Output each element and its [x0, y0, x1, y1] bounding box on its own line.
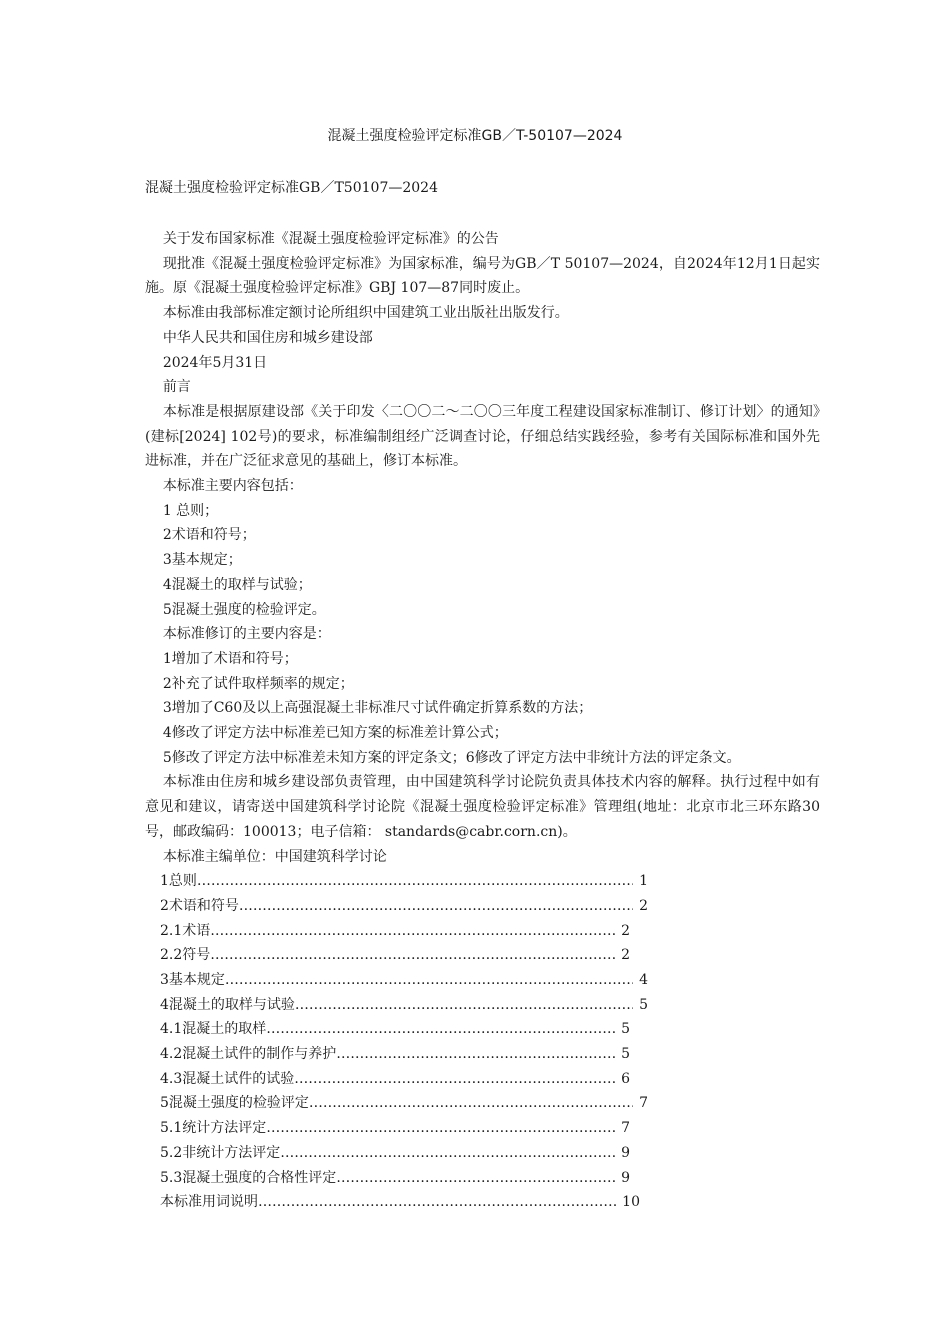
toc-page-number: 10 — [622, 1194, 640, 1211]
issuing-ministry: 中华人民共和国住房和城乡建设部 — [162, 329, 373, 346]
toc-label: 4混凝土的取样与试验 — [160, 996, 295, 1013]
contents-item: 3基本规定； — [162, 552, 242, 569]
announcement-title: 关于发布国家标准《混凝土强度检验评定标准》的公告 — [162, 231, 499, 247]
toc-page-number: 2 — [621, 947, 630, 964]
toc-label: 4.1混凝土的取样 — [160, 1021, 267, 1038]
toc-leader — [336, 1042, 615, 1067]
toc-label: 2术语和符号 — [160, 897, 239, 914]
toc-entry[interactable] — [145, 943, 820, 968]
toc-entry[interactable] — [145, 1067, 820, 1092]
toc-page-number: 2 — [639, 897, 648, 914]
toc-leader — [266, 1017, 615, 1042]
toc-label: 4.2混凝土试件的制作与养护 — [160, 1046, 337, 1063]
toc-page-number: 7 — [621, 1120, 630, 1137]
revision-item: 3增加了C60及以上高强混凝土非标准尺寸试件确定折算系数的方法； — [162, 700, 593, 717]
toc-leader — [225, 968, 633, 993]
toc-label: 2.2符号 — [160, 947, 211, 964]
table-of-contents — [145, 869, 820, 1215]
toc-page-number: 6 — [621, 1070, 630, 1087]
toc-label: 4.3混凝土试件的试验 — [160, 1070, 295, 1087]
toc-label: 5.1统计方法评定 — [160, 1120, 267, 1137]
toc-entry[interactable] — [145, 894, 820, 919]
contents-item: 4混凝土的取样与试验； — [162, 576, 312, 593]
toc-leader — [294, 1067, 615, 1092]
toc-leader — [309, 1091, 633, 1116]
toc-entry[interactable] — [145, 1042, 820, 1067]
revision-item: 1增加了术语和符号； — [162, 650, 298, 667]
toc-entry[interactable] — [145, 968, 820, 993]
issue-date: 2024年5月31日 — [162, 354, 268, 371]
toc-entry[interactable] — [145, 1190, 820, 1215]
revision-intro: 本标准修订的主要内容是： — [162, 626, 331, 643]
toc-leader — [336, 1166, 615, 1191]
toc-leader — [239, 894, 633, 919]
toc-leader — [266, 1116, 615, 1141]
toc-leader — [197, 869, 633, 894]
management-paragraph: 本标准由住房和城乡建设部负责管理，由中国建筑科学讨论院负责具体技术内容的解释。执行过程中如有意见和建议，请寄送中国建筑科学讨论院《混凝土强度检验评定标准》管理组(地址：北京市北三环东路30号，邮政编码：100013；电子信箱： standards@cabr.corn.cn)。 — [145, 774, 820, 840]
toc-label: 5混凝土强度的检验评定 — [160, 1095, 309, 1112]
toc-page-number: 5 — [621, 1046, 630, 1063]
toc-entry[interactable] — [145, 869, 820, 894]
approval-paragraph: 现批准《混凝土强度检验评定标准》为国家标准，编号为GB／T 50107—2024，自2024年12月1日起实施。原《混凝土强度检验评定标准》GBJ 107—87同时废止。 — [145, 255, 820, 297]
toc-page-number: 5 — [639, 996, 648, 1013]
toc-leader — [210, 943, 615, 968]
toc-label: 3基本规定 — [160, 972, 225, 989]
toc-entry[interactable] — [145, 1116, 820, 1141]
document-heading: 混凝土强度检验评定标准GB／T50107—2024 — [145, 180, 438, 196]
toc-leader — [280, 1141, 615, 1166]
toc-entry[interactable] — [145, 993, 820, 1018]
toc-leader — [210, 919, 615, 944]
contents-item: 2术语和符号； — [162, 527, 256, 544]
preface-heading: 前言 — [162, 379, 191, 396]
publisher-paragraph: 本标准由我部标准定额讨论所组织中国建筑工业出版社出版发行。 — [162, 305, 569, 322]
toc-entry[interactable] — [145, 1141, 820, 1166]
toc-page-number: 2 — [621, 922, 630, 939]
toc-label: 5.3混凝土强度的合格性评定 — [160, 1169, 337, 1186]
toc-entry[interactable] — [145, 1017, 820, 1042]
toc-label: 5.2非统计方法评定 — [160, 1144, 281, 1161]
contents-item: 1 总则； — [162, 502, 219, 519]
toc-entry[interactable] — [145, 1166, 820, 1191]
revision-item: 5修改了评定方法中标准差未知方案的评定条文；6修改了评定方法中非统计方法的评定条文。 — [162, 749, 741, 766]
toc-label: 2.1术语 — [160, 922, 211, 939]
revision-item: 2补充了试件取样频率的规定； — [162, 675, 354, 692]
toc-page-number: 1 — [639, 873, 648, 890]
toc-page-number: 9 — [621, 1169, 630, 1186]
toc-page-number: 4 — [639, 972, 648, 989]
preface-paragraph: 本标准是根据原建设部《关于印发〈二〇〇二～二〇〇三年度工程建设国家标准制订、修订计划〉的通知》(建标[2024] 102号)的要求，标准编制组经广泛调查讨论，仔细总结实践经验，参考有关国际标准和国外先进标准，并在广泛征求意见的基础上，修订本标准。 — [145, 403, 820, 470]
toc-label: 1总则 — [160, 873, 197, 890]
page-title: 混凝土强度检验评定标准GB／T-50107—2024 — [327, 128, 623, 144]
toc-entry[interactable] — [145, 919, 820, 944]
toc-leader — [258, 1190, 616, 1215]
toc-page-number: 9 — [621, 1144, 630, 1161]
chief-editor-line: 本标准主编单位：中国建筑科学讨论 — [162, 848, 387, 865]
toc-label: 本标准用词说明 — [160, 1194, 258, 1211]
contents-item: 5混凝土强度的检验评定。 — [162, 601, 326, 618]
toc-leader — [295, 993, 633, 1018]
toc-page-number: 7 — [639, 1095, 648, 1112]
revision-item: 4修改了评定方法中标准差已知方案的标准差计算公式； — [162, 725, 508, 742]
toc-entry[interactable] — [145, 1091, 820, 1116]
toc-page-number: 5 — [621, 1021, 630, 1038]
document-body — [145, 227, 820, 1215]
contents-intro: 本标准主要内容包括： — [162, 478, 303, 495]
